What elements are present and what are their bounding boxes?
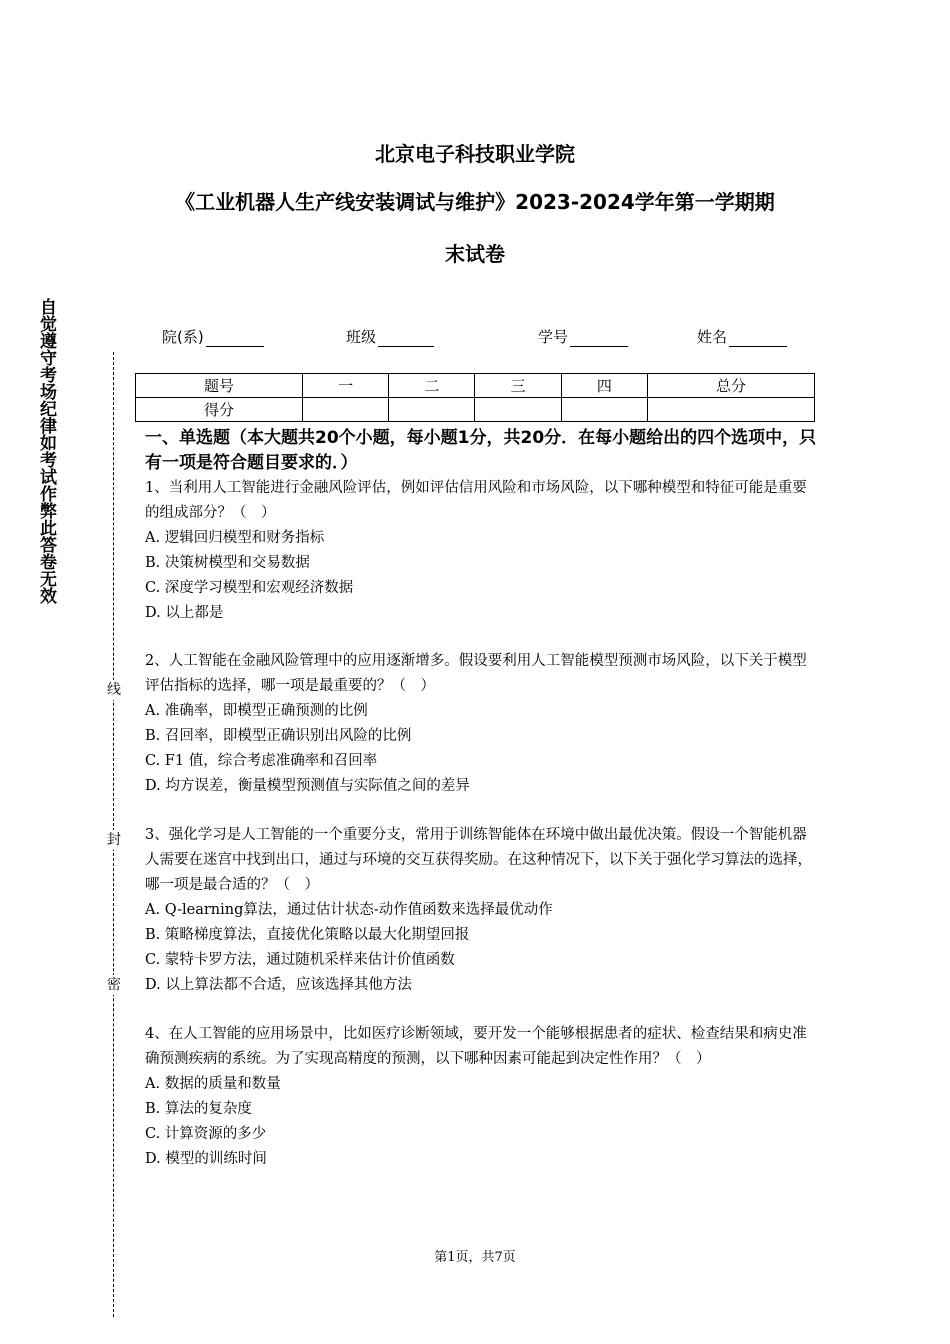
class-label: 班级: [346, 328, 377, 346]
question-stem: 3、强化学习是人工智能的一个重要分支，常用于训练智能体在环境中做出最优决策。假设一个智能机器人需要在迷宫中找到出口，通过与环境的交互获得奖励。在这种情况下，以下关于强化学习算法的选择，哪一项是最合适的？（ ）: [145, 827, 812, 893]
score-cell: 得分: [136, 398, 303, 422]
question-option: A. 准确率，即模型正确预测的比例: [145, 703, 368, 719]
question-option: A. Q-learning算法，通过估计状态-动作值函数来选择最优动作: [145, 902, 553, 918]
question-option: B. 决策树模型和交易数据: [145, 555, 310, 571]
score-cell: 题号: [136, 374, 303, 398]
exam-title-line1: 《工业机器人生产线安装调试与维护》2023-2024学年第一学期期: [175, 190, 775, 214]
question-option: D. 模型的训练时间: [145, 1151, 267, 1167]
student-id-blank[interactable]: [570, 330, 628, 347]
department-field[interactable]: [162, 326, 264, 347]
score-table: [135, 373, 815, 422]
question-option: D. 均方误差，衡量模型预测值与实际值之间的差异: [145, 778, 470, 794]
question-option: B. 策略梯度算法，直接优化策略以最大化期望回报: [145, 927, 470, 943]
score-cell: 三: [475, 374, 561, 398]
student-id-field[interactable]: [538, 326, 628, 347]
name-label: 姓名: [697, 328, 728, 346]
question-4: [145, 1022, 815, 1172]
question-option: B. 算法的复杂度: [145, 1101, 252, 1117]
question-1: [145, 476, 815, 626]
class-field[interactable]: [346, 326, 434, 347]
question-option: C. 蒙特卡罗方法，通过随机采样来估计价值函数: [145, 952, 455, 968]
score-cell[interactable]: [389, 398, 475, 422]
question-option: A. 数据的质量和数量: [145, 1076, 281, 1092]
score-cell[interactable]: [647, 398, 814, 422]
question-stem: 1、当利用人工智能进行金融风险评估，例如评估信用风险和市场风险，以下哪种模型和特征可能是重要的组成部分？（ ）: [145, 480, 807, 521]
name-field[interactable]: [697, 326, 787, 347]
question-option: C. 计算资源的多少: [145, 1126, 267, 1142]
seal-mark-feng: 封: [107, 832, 121, 848]
department-blank[interactable]: [206, 330, 264, 347]
page-number: 第1页，共7页: [434, 1250, 516, 1265]
student-info-row: [160, 326, 800, 350]
exam-discipline-warning: 自觉遵守考场纪律如考试作弊此答卷无效: [36, 298, 56, 604]
department-label: 院(系): [162, 328, 204, 346]
score-cell: 四: [561, 374, 647, 398]
score-cell[interactable]: [475, 398, 561, 422]
question-option: C. F1 值，综合考虑准确率和召回率: [145, 753, 378, 769]
student-id-label: 学号: [538, 328, 569, 346]
school-name: 北京电子科技职业学院: [375, 142, 575, 166]
question-option: C. 深度学习模型和宏观经济数据: [145, 580, 354, 596]
score-table-score-row: [136, 398, 815, 422]
score-cell: 一: [303, 374, 389, 398]
question-stem: 4、在人工智能的应用场景中，比如医疗诊断领域，要开发一个能够根据患者的症状、检查结果和病史准确预测疾病的系统。为了实现高精度的预测，以下哪种因素可能起到决定性作用？（ ）: [145, 1026, 807, 1067]
question-option: D. 以上算法都不合适，应该选择其他方法: [145, 977, 412, 993]
question-2: [145, 649, 815, 799]
question-option: A. 逻辑回归模型和财务指标: [145, 530, 325, 546]
section-heading: 一、单选题（本大题共20个小题，每小题1分，共20分．在每小题给出的四个选项中，只有一项是符合题目要求的．）: [145, 428, 817, 473]
name-blank[interactable]: [729, 330, 787, 347]
class-blank[interactable]: [378, 330, 434, 347]
score-cell[interactable]: [303, 398, 389, 422]
score-cell: 二: [389, 374, 475, 398]
seal-mark-mi: 密: [107, 977, 121, 993]
exam-title-line2: 末试卷: [445, 242, 505, 266]
question-option: D. 以上都是: [145, 605, 224, 621]
question-3: [145, 823, 815, 998]
seal-mark-xian: 线: [107, 682, 121, 698]
score-cell: 总分: [647, 374, 814, 398]
score-cell[interactable]: [561, 398, 647, 422]
score-table-header-row: [136, 374, 815, 398]
question-option: B. 召回率，即模型正确识别出风险的比例: [145, 728, 412, 744]
question-stem: 2、人工智能在金融风险管理中的应用逐渐增多。假设要利用人工智能模型预测市场风险，以下关于模型评估指标的选择，哪一项是最重要的？（ ）: [145, 653, 807, 694]
